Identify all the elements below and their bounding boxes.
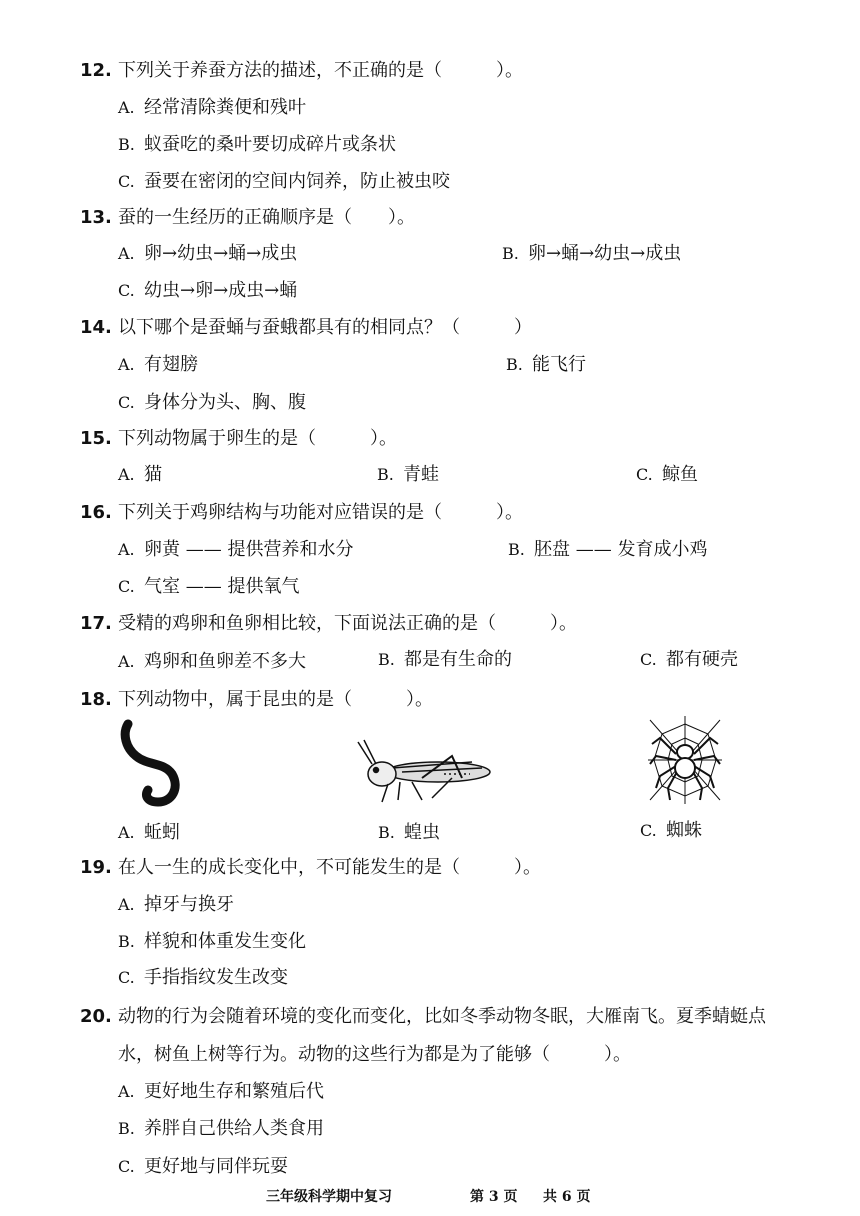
question-13-option-b[interactable]: B. 卵→蛹→幼虫→成虫 — [502, 243, 682, 264]
question-17-option-c[interactable]: C. 都有硬壳 — [640, 649, 738, 670]
question-12-option-c[interactable]: C. 蚕要在密闭的空间内饲养，防止被虫咬 — [118, 171, 450, 192]
question-19-option-c[interactable]: C. 手指指纹发生改变 — [118, 967, 288, 988]
grasshopper-illustration[interactable] — [352, 738, 494, 808]
question-16-stem: 16. 下列关于鸡卵结构与功能对应错误的是（ ）。 — [80, 502, 523, 523]
question-20-option-b[interactable]: B. 养胖自己供给人类食用 — [118, 1118, 324, 1139]
question-19-option-a[interactable]: A. 掉牙与换牙 — [118, 894, 234, 915]
question-15-option-a[interactable]: A. 猫 — [118, 464, 162, 485]
question-15-option-b[interactable]: B. 青蛙 — [377, 464, 439, 485]
question-20-option-c[interactable]: C. 更好地与同伴玩耍 — [118, 1156, 288, 1177]
question-18-option-c[interactable]: C. 蜘蛛 — [640, 820, 702, 841]
question-20-stem: 20. 动物的行为会随着环境的变化而变化，比如冬季动物冬眠，大雁南飞。夏季蜻蜓点 — [80, 1006, 766, 1027]
question-12-option-a[interactable]: A. 经常清除粪便和残叶 — [118, 97, 306, 118]
question-20-option-a[interactable]: A. 更好地生存和繁殖后代 — [118, 1081, 324, 1102]
question-14-stem: 14. 以下哪个是蚕蛹与蚕蛾都具有的相同点？（ ） — [80, 317, 532, 338]
question-12-stem: 12. 下列关于养蚕方法的描述，不正确的是（ ）。 — [80, 60, 523, 81]
footer-subject: 三年级科学期中复习 — [266, 1189, 392, 1205]
question-15-stem: 15. 下列动物属于卵生的是（ ）。 — [80, 428, 397, 449]
question-17-option-a[interactable]: A. 鸡卵和鱼卵差不多大 — [118, 651, 306, 672]
earthworm-illustration[interactable] — [118, 718, 188, 810]
question-17-stem: 17. 受精的鸡卵和鱼卵相比较，下面说法正确的是（ ）。 — [80, 613, 577, 634]
question-13-option-a[interactable]: A. 卵→幼虫→蛹→成虫 — [118, 243, 298, 264]
spider-illustration[interactable] — [646, 714, 724, 806]
question-16-option-c[interactable]: C. 气室 —— 提供氧气 — [118, 576, 300, 597]
question-19-option-b[interactable]: B. 样貌和体重发生变化 — [118, 931, 306, 952]
question-14-option-c[interactable]: C. 身体分为头、胸、腹 — [118, 392, 306, 413]
question-19-stem: 19. 在人一生的成长变化中，不可能发生的是（ ）。 — [80, 857, 541, 878]
question-18-option-a[interactable]: A. 蚯蚓 — [118, 822, 180, 843]
question-16-option-a[interactable]: A. 卵黄 —— 提供营养和水分 — [118, 539, 354, 560]
question-13-stem: 13. 蚕的一生经历的正确顺序是（ ）。 — [80, 207, 415, 228]
question-12-option-b[interactable]: B. 蚁蚕吃的桑叶要切成碎片或条状 — [118, 134, 396, 155]
question-20-stem-continued: 水，树鱼上树等行为。动物的这些行为都是为了能够（ ）。 — [118, 1044, 631, 1065]
question-15-option-c[interactable]: C. 鲸鱼 — [636, 464, 698, 485]
question-14-option-b[interactable]: B. 能飞行 — [506, 354, 586, 375]
question-18-option-b[interactable]: B. 蝗虫 — [378, 822, 440, 843]
question-16-option-b[interactable]: B. 胚盘 —— 发育成小鸡 — [508, 539, 708, 560]
question-17-option-b[interactable]: B. 都是有生命的 — [378, 649, 512, 670]
footer-page-number: 第 3 页 — [470, 1189, 518, 1205]
footer-total-pages: 共 6 页 — [543, 1189, 591, 1205]
question-13-option-c[interactable]: C. 幼虫→卵→成虫→蛹 — [118, 280, 298, 301]
question-18-stem: 18. 下列动物中，属于昆虫的是（ ）。 — [80, 689, 433, 710]
question-14-option-a[interactable]: A. 有翅膀 — [118, 354, 198, 375]
